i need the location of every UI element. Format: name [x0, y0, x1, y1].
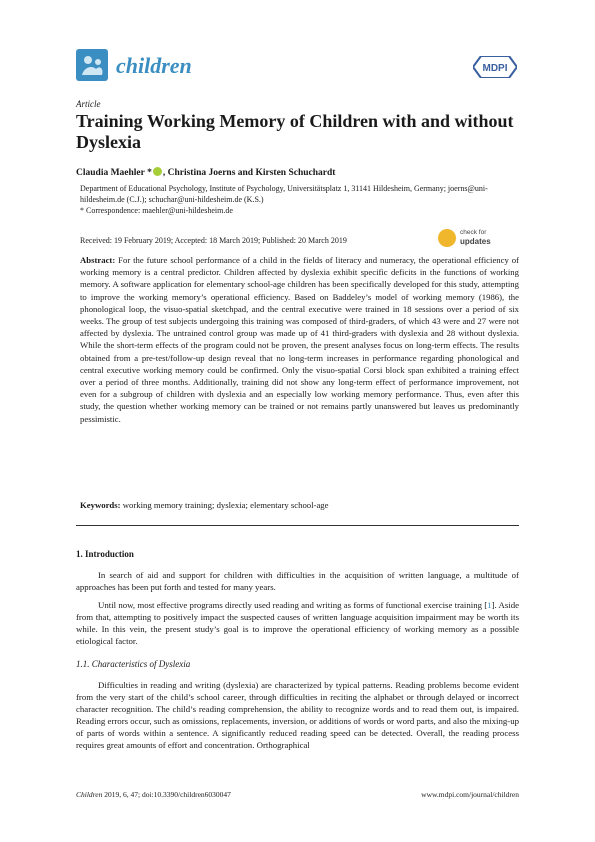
check-updates-icon — [438, 229, 456, 247]
article-title: Training Working Memory of Children with and without Dyslexia — [76, 111, 514, 152]
author-list — [76, 167, 335, 178]
dyslexia-paragraph-1: Difficulties in reading and writing (dyslexia) are characterized by typical patterns. Reading problems become evident from the very start of the child’s school career, through difficulties in reciting the alphabet or through delayed or incorrect character recognition. The child’s reading comprehension, the ability to recognize words and to read them out, is impaired. Reading errors occur, such as omissions, replacements, inversion, or additions of words or word parts, and also the mixing-up of parts of words within a sentence. A significantly reduced reading speed can be detected. Overall, the reading process requires great amounts of effort and concentration. Orthographical — [76, 680, 519, 750]
check-updates-line2: updates — [460, 237, 491, 246]
keywords — [80, 500, 519, 510]
intro-paragraph-1: In search of aid and support for children with difficulties in the acquisition of written language, a multitude of approaches has been put forth and tested for many years. — [76, 570, 519, 592]
check-for-updates-badge[interactable] — [438, 227, 520, 251]
footer-url[interactable]: www.mdpi.com/journal/children — [421, 790, 519, 799]
affiliation-block — [80, 183, 520, 216]
footer-citation — [76, 790, 231, 799]
keywords-label: Keywords: — [80, 500, 121, 510]
publication-dates: Received: 19 February 2019; Accepted: 18 March 2019; Published: 20 March 2019 — [80, 236, 347, 245]
section-heading-dyslexia: 1.1. Characteristics of Dyslexia — [76, 659, 191, 669]
section-heading-introduction: 1. Introduction — [76, 549, 134, 559]
mdpi-logo-icon — [473, 56, 517, 78]
author-rest: , Christina Joerns and Kirsten Schuchardt — [162, 168, 336, 178]
journal-logo-icon — [76, 49, 108, 81]
check-updates-line1: check for — [460, 229, 487, 236]
publisher-name: MDPI — [482, 63, 508, 74]
orcid-icon[interactable] — [153, 167, 162, 176]
abstract — [80, 254, 519, 425]
divider — [76, 525, 519, 526]
article-type: Article — [76, 99, 101, 109]
intro-paragraph-2 — [76, 599, 519, 647]
journal-name: children — [116, 53, 192, 78]
intro-p2-part-b: ]. Aside from that, attempting to positively impact the suspected causes of written language acquisition impairment may be worth its while. In this vein, the present study’s goal is to improve the operational efficiency of working memory as a possible etiological factor. — [76, 600, 519, 646]
correspondence: * Correspondence: maehler@uni-hildesheim.de — [80, 206, 233, 215]
abstract-label: Abstract: — [80, 255, 116, 265]
affiliation-text: Department of Educational Psychology, Institute of Psychology, Universitätsplatz 1, 31141 Hildesheim, Germany; joerns@uni-hildesheim.de (C.J.); schuchar@uni-hildesheim.de (K.S.) — [80, 184, 488, 204]
intro-p2-part-a: Until now, most effective programs directly used reading and writing as forms of functional exercise training [ — [98, 600, 488, 610]
citation-link[interactable]: 1 — [487, 600, 492, 610]
author-first: Claudia Maehler * — [76, 168, 152, 178]
footer-doi: 2019, 6, 47; doi:10.3390/children6030047 — [102, 790, 231, 799]
keywords-text: working memory training; dyslexia; elementary school-age — [122, 500, 329, 510]
footer-journal: Children — [76, 790, 103, 799]
abstract-text: For the future school performance of a child in the fields of literacy and numeracy, the operational efficiency of working memory is a central predictor. Children affected by dyslexia exhibit specific deficits in the functions of working memory. A software application for elementary school-age children has been specifically developed for this study, attempting to improve the working memory’s operational efficiency. Based on Baddeley’s model of working memory (1986), the phonological loop, the visuo-spatial sketchpad, and the central executive were trained in 18 sessions over a period of six weeks. The group of test subjects undergoing this training was composed of third-graders, of which 43 were and 27 were not affected by dyslexia. The untrained control group was made up of 41 third-graders with dyslexia and 28 without dyslexia. While the short-term effects of the program could not be proven, the present analyses focus on long-term effects. The results obtained from a pre-test/follow-up design reveal that no long-term increases in performance regarding phonological and central executive working memory could be confirmed. Only the visuo-spatial Corsi block span exhibited a training effect over a period of three months. Additionally, training did not show any long-term effect of performance improvement, not even for a subgroup of children with dyslexia and an especially low working memory performance. Thus, even after this study, the question whether working memory can be trained or not remains partly unanswered but leaves us predominantly pessimistic. — [80, 255, 519, 424]
